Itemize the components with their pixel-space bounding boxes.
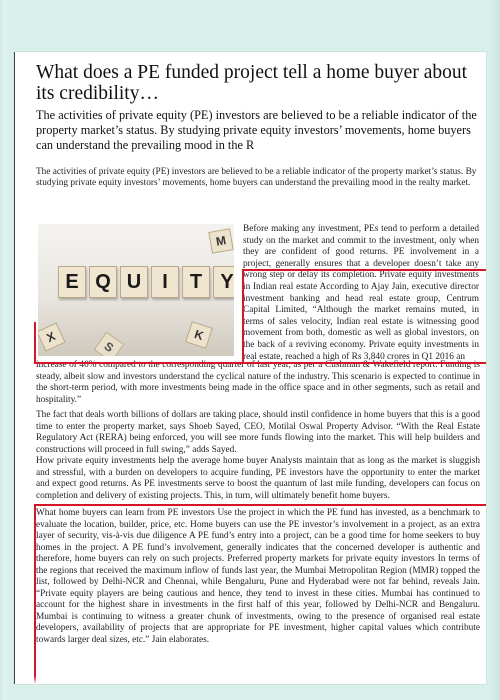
letter-tile: Y bbox=[213, 266, 234, 298]
article-intro: The activities of private equity (PE) investors are believed to be a reliable indicator of the property market’s status. By studying private equity investors’ movements, home buyers can understand the prevailing mood in the realty market. bbox=[36, 167, 477, 189]
article-heading: What does a PE funded project tell a home buyer about its credibility… bbox=[36, 62, 468, 104]
paragraph-home-buyer: How private equity investments help the average home buyer Analysts maintain that as long as the market is sluggish and stressful, with a burden on developers to acquire funding, PE investors have the opportunity to enter the market and expect good returns. As PE investments serve to boost the quantum of last mile funding, developers can focus on completion and delivery of existing projects. This, in turn, will ultimately benefit home buyers. bbox=[36, 456, 480, 501]
scattered-tile: S bbox=[94, 332, 125, 356]
scattered-tile: M bbox=[208, 228, 233, 253]
page-left-rule bbox=[14, 52, 15, 684]
letter-tile: T bbox=[182, 266, 210, 298]
side-column-text: Before making any investment, PEs tend to perform a detailed study on the market and commit to the investment, only when they are confident of good returns. PE involvement in a project, generally ensures that a developer doesn’t take any wrong step or delay its completion. Private equity investments in Indian real estate According to Ajay Jain, executive director investment banking and head real estate group, Centrum Capital Limited, “Although the market remains muted, in terms of sales velocity, Indian real estate is witnessing good movement from both, domestic as well as global investors, on the back of a reviving economy. Private equity investments in real estate, reached a high of Rs 3,840 crores in Q1 2016 an bbox=[243, 224, 479, 362]
equity-tiles bbox=[58, 266, 234, 298]
scattered-tile: K bbox=[185, 321, 213, 349]
scattered-tile: X bbox=[38, 322, 66, 351]
letter-tile: E bbox=[58, 266, 86, 298]
newspaper-page bbox=[14, 52, 486, 684]
highlight-box-lessons bbox=[34, 504, 486, 684]
article-deck: The activities of private equity (PE) investors are believed to be a reliable indicator of the property market’s status. By studying private equity investors’ movements, home buyers can understand the prevailing mood in the R bbox=[36, 108, 477, 152]
highlight-box-quote-continued bbox=[34, 322, 486, 364]
letter-tile: Q bbox=[89, 266, 117, 298]
continued-text: increase of 40% compared to the corresponding quarter of last year, as per a Cushman & Wakefield report. Funding is steady, albeit slow and investors understand the cyclical nature of the industry. This scenario is expected to continue in the short-term period, with more investments being made in the office space and in other segments, such as retail and hospitality.” bbox=[36, 360, 480, 405]
page-bottom-edge bbox=[14, 676, 486, 684]
paragraph-rera: The fact that deals worth billions of dollars are taking place, should instil confidence in home buyers that this is a good time to enter the property market, says Shoeb Sayed, CEO, Motilal Oswal Property Advisor. “With the Real Estate Regulatory Act (RERA) being enforced, you will see more funds flowing into the market. This will help builders and constructions will proceed in full swing,” adds Sayed. bbox=[36, 410, 480, 455]
letter-tile: U bbox=[120, 266, 148, 298]
paragraph-lessons: What home buyers can learn from PE investors Use the project in which the PE fund has invested, as a benchmark to evaluate the location, builder, price, etc. Home buyers can use the PE investor’s involvement in a project, as an extra layer of security, vis-à-vis due diligence A PE fund’s entry into a project, can be a good time for home seekers to buy homes in the project. A PE fund’s involvement, generally indicates that the concerned developer is authentic and therefore, home buyers can rely on such projects. Preferred property markets for private equity investors In terms of the regions that received the maximum inflow of funds last year, the Mumbai Metropolitan Region (MMR) topped the list, followed by Delhi-NCR and Chennai, while Bengaluru, Pune and Hyderabad were not far behind, reveals Jain. “Private equity players are being cautious and hence, they tend to invest in these cities. Mumbai has continued to account for the highest share in investments in the first half of this year, followed by Delhi-NCR and Bengaluru. Mumbai is continuing to witness a greater chunk of investments, owing to the presence of organised real estate developers, availability of projects that are appropriate for PE investment, higher capital values which contribute towards larger deal sizes, etc.” Jain elaborates. bbox=[36, 508, 480, 645]
letter-tile: I bbox=[151, 266, 179, 298]
